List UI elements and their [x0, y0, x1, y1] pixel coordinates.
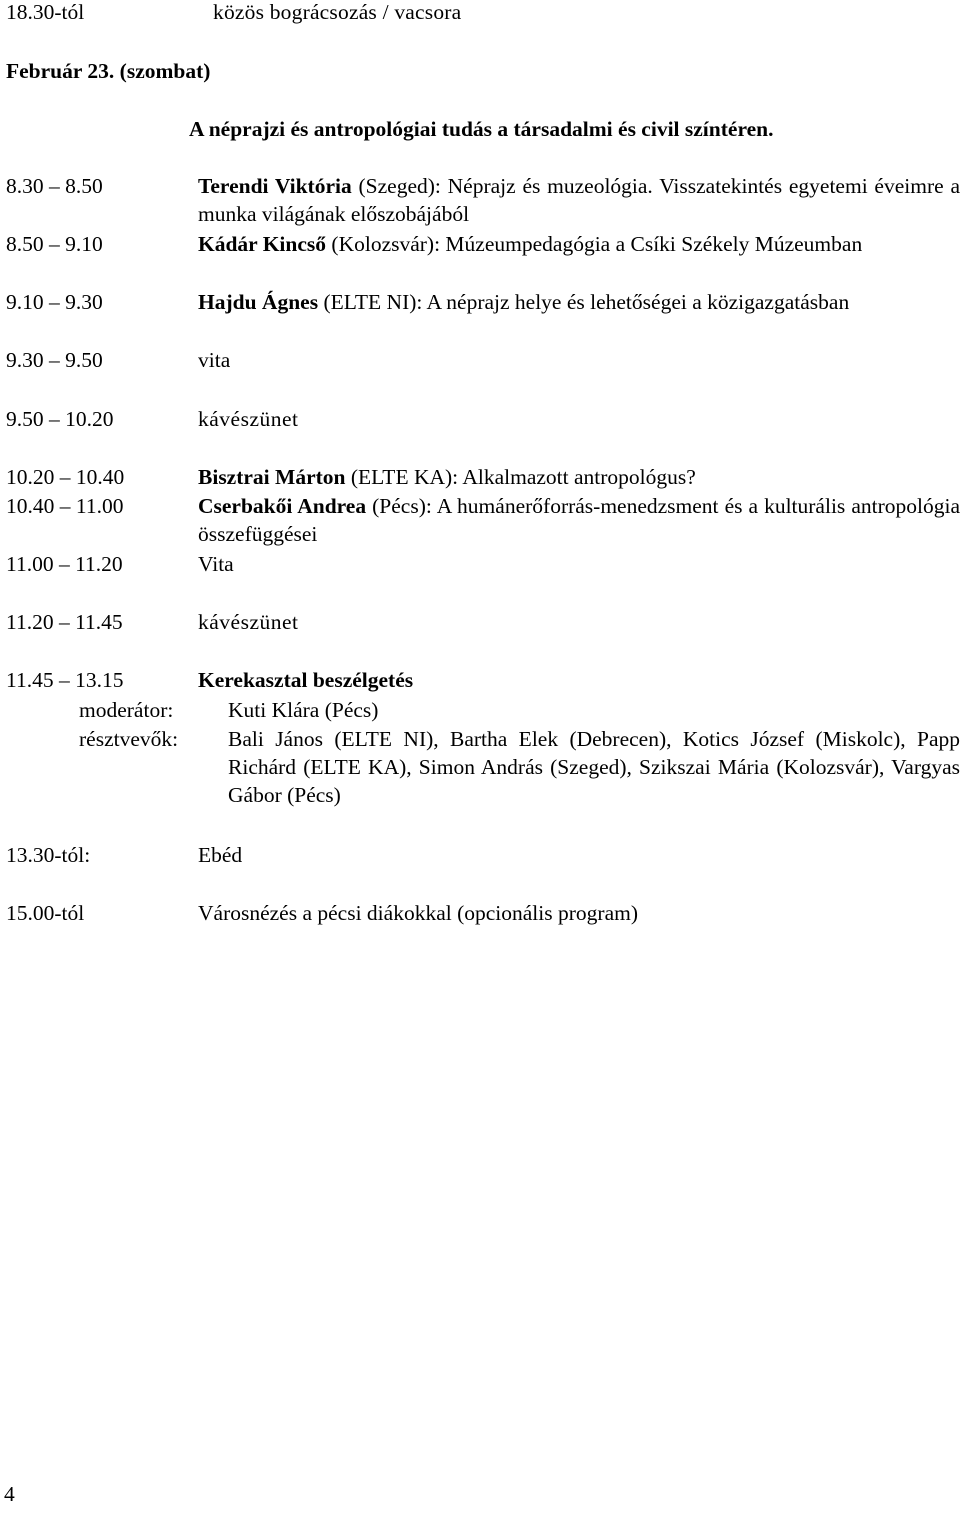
- time-1145: 11.45 – 13.15: [6, 668, 124, 692]
- sightseeing-label: Városnézés a pécsi diákokkal (opcionális program): [198, 901, 638, 925]
- time-1100: 11.00 – 11.20: [6, 552, 123, 576]
- time-0950: 9.50 – 10.20: [6, 407, 114, 431]
- session-detail: (Pécs): A humánerőforrás-menedzsment és a kulturális antropológia összefüggései: [198, 494, 960, 546]
- speaker-name: Terendi Viktória: [198, 174, 352, 198]
- session-detail: (Kolozsvár): Múzeumpedagógia a Csíki Székely Múzeumban: [326, 232, 863, 256]
- session-bisztrai: [198, 463, 960, 491]
- speaker-name: Bisztrai Márton: [198, 465, 346, 489]
- day-title: Február 23. (szombat): [6, 59, 211, 83]
- time-dinner: 18.30-tól: [6, 0, 85, 24]
- speaker-name: Hajdu Ágnes: [198, 290, 319, 314]
- time-0830: 8.30 – 8.50: [6, 174, 103, 198]
- page-number: 4: [4, 1482, 15, 1506]
- session-kadar: [198, 230, 960, 258]
- time-1330: 13.30-tól:: [6, 843, 91, 867]
- time-1040: 10.40 – 11.00: [6, 494, 124, 518]
- session-terendi: [198, 172, 960, 228]
- time-1500: 15.00-tól: [6, 901, 85, 925]
- participants-label: résztvevők:: [79, 727, 179, 751]
- session-detail: (ELTE KA): Alkalmazott antropológus?: [345, 465, 696, 489]
- participants-list: Bali János (ELTE NI), Bartha Elek (Debrecen), Kotics József (Miskolc), Papp Richárd (ELTE KA), Simon András (Szeged), Szikszai Mária (Kolozsvár), Vargyas Gábor (Pécs): [228, 727, 960, 807]
- moderator-label: moderátor:: [79, 698, 174, 722]
- time-0930: 9.30 – 9.50: [6, 348, 103, 372]
- discussion-label: vita: [198, 348, 231, 372]
- roundtable-title: Kerekasztal beszélgetés: [198, 668, 414, 692]
- coffee-break-label: kávészünet: [198, 407, 299, 431]
- time-0910: 9.10 – 9.30: [6, 290, 103, 314]
- section-theme: A néprajzi és antropológiai tudás a társadalmi és civil színtéren.: [189, 117, 774, 141]
- speaker-name: Cserbakői Andrea: [198, 494, 367, 518]
- session-cserbakoi: [198, 492, 960, 548]
- time-1120: 11.20 – 11.45: [6, 610, 123, 634]
- discussion-label: Vita: [198, 552, 234, 576]
- dinner-text: közös bográcsozás / vacsora: [213, 0, 462, 24]
- coffee-break-label: kávészünet: [198, 610, 299, 634]
- time-1020: 10.20 – 10.40: [6, 465, 125, 489]
- time-0850: 8.50 – 9.10: [6, 232, 103, 256]
- lunch-label: Ebéd: [198, 843, 243, 867]
- moderator-name: Kuti Klára (Pécs): [228, 698, 379, 722]
- session-detail: (ELTE NI): A néprajz helye és lehetőségei a közigazgatásban: [318, 290, 850, 314]
- speaker-name: Kádár Kincső: [198, 232, 327, 256]
- session-detail: (Szeged): Néprajz és muzeológia. Visszatekintés egyetemi éveimre a munka világának előszobájából: [198, 174, 960, 226]
- session-hajdu: [198, 288, 960, 316]
